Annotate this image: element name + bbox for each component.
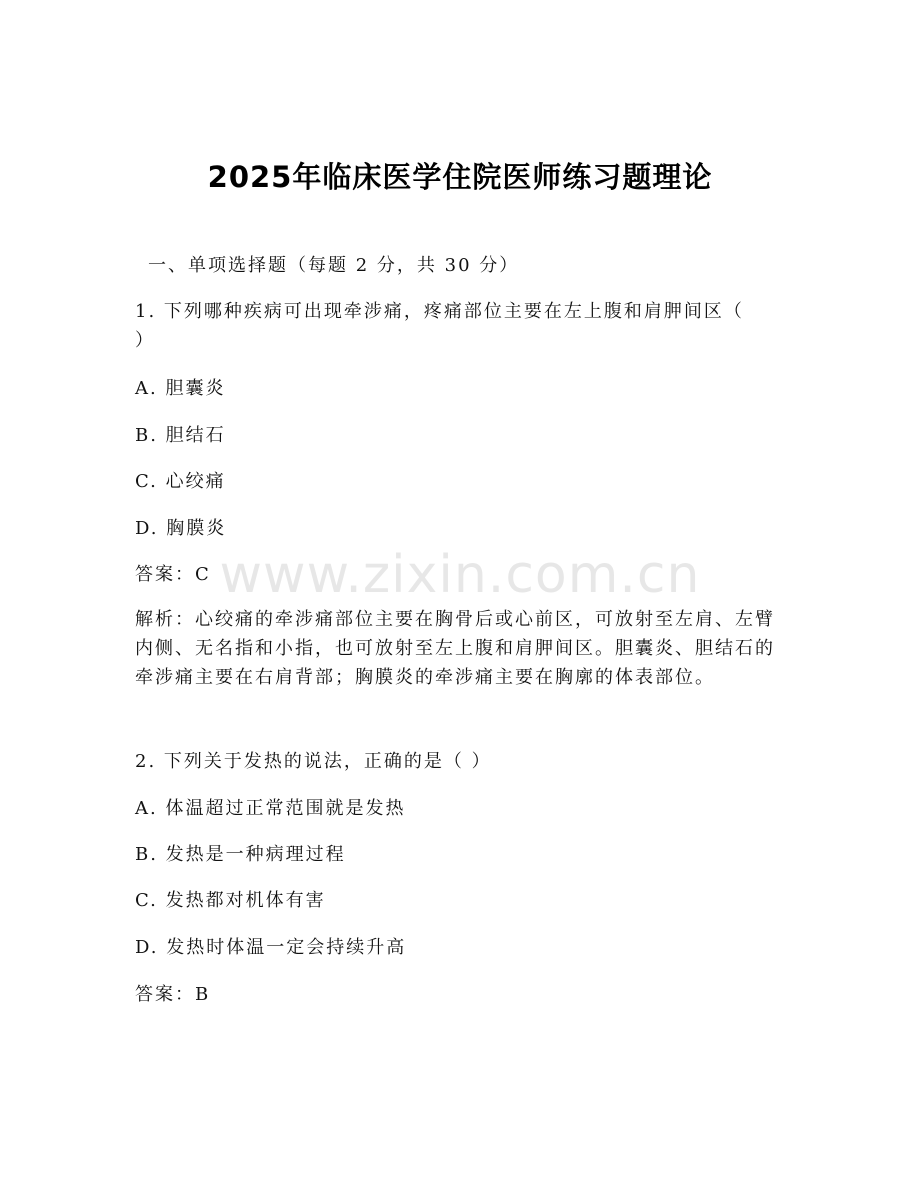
- section-heading: 一、单项选择题（每题 2 分，共 30 分）: [148, 255, 520, 276]
- question-1-option-a: A. 胆囊炎: [135, 378, 226, 399]
- question-1-option-c: C. 心绞痛: [135, 471, 226, 492]
- question-2-option-c: C. 发热都对机体有害: [135, 890, 326, 911]
- question-1-answer: 答案：C: [135, 564, 211, 585]
- document-title: 2025年临床医学住院医师练习题理论: [207, 160, 713, 194]
- question-2-answer: 答案：B: [135, 984, 211, 1005]
- question-2-option-a: A. 体温超过正常范围就是发热: [135, 798, 406, 819]
- question-1-stem: 1. 下列哪种疾病可出现牵涉痛，疼痛部位主要在左上腹和肩胛间区（: [135, 301, 744, 322]
- question-2-option-b: B. 发热是一种病理过程: [135, 844, 346, 865]
- question-1-analysis: 解析：心绞痛的牵涉痛部位主要在胸骨后或心前区，可放射至左肩、左臂内侧、无名指和小指，也可放射至左上腹和肩胛间区。胆囊炎、胆结石的牵涉痛主要在右肩背部；胸膜炎的牵涉痛主要在胸廓的体表部位。: [135, 609, 775, 688]
- question-1-option-d: D. 胸膜炎: [135, 518, 227, 539]
- question-1-stem-cont: ）: [135, 330, 155, 351]
- question-2-option-d: D. 发热时体温一定会持续升高: [135, 937, 407, 958]
- watermark: www.zixin.com.cn: [219, 545, 701, 605]
- question-2-stem: 2. 下列关于发热的说法，正确的是（ ）: [135, 751, 492, 772]
- question-1-option-b: B. 胆结石: [135, 425, 226, 446]
